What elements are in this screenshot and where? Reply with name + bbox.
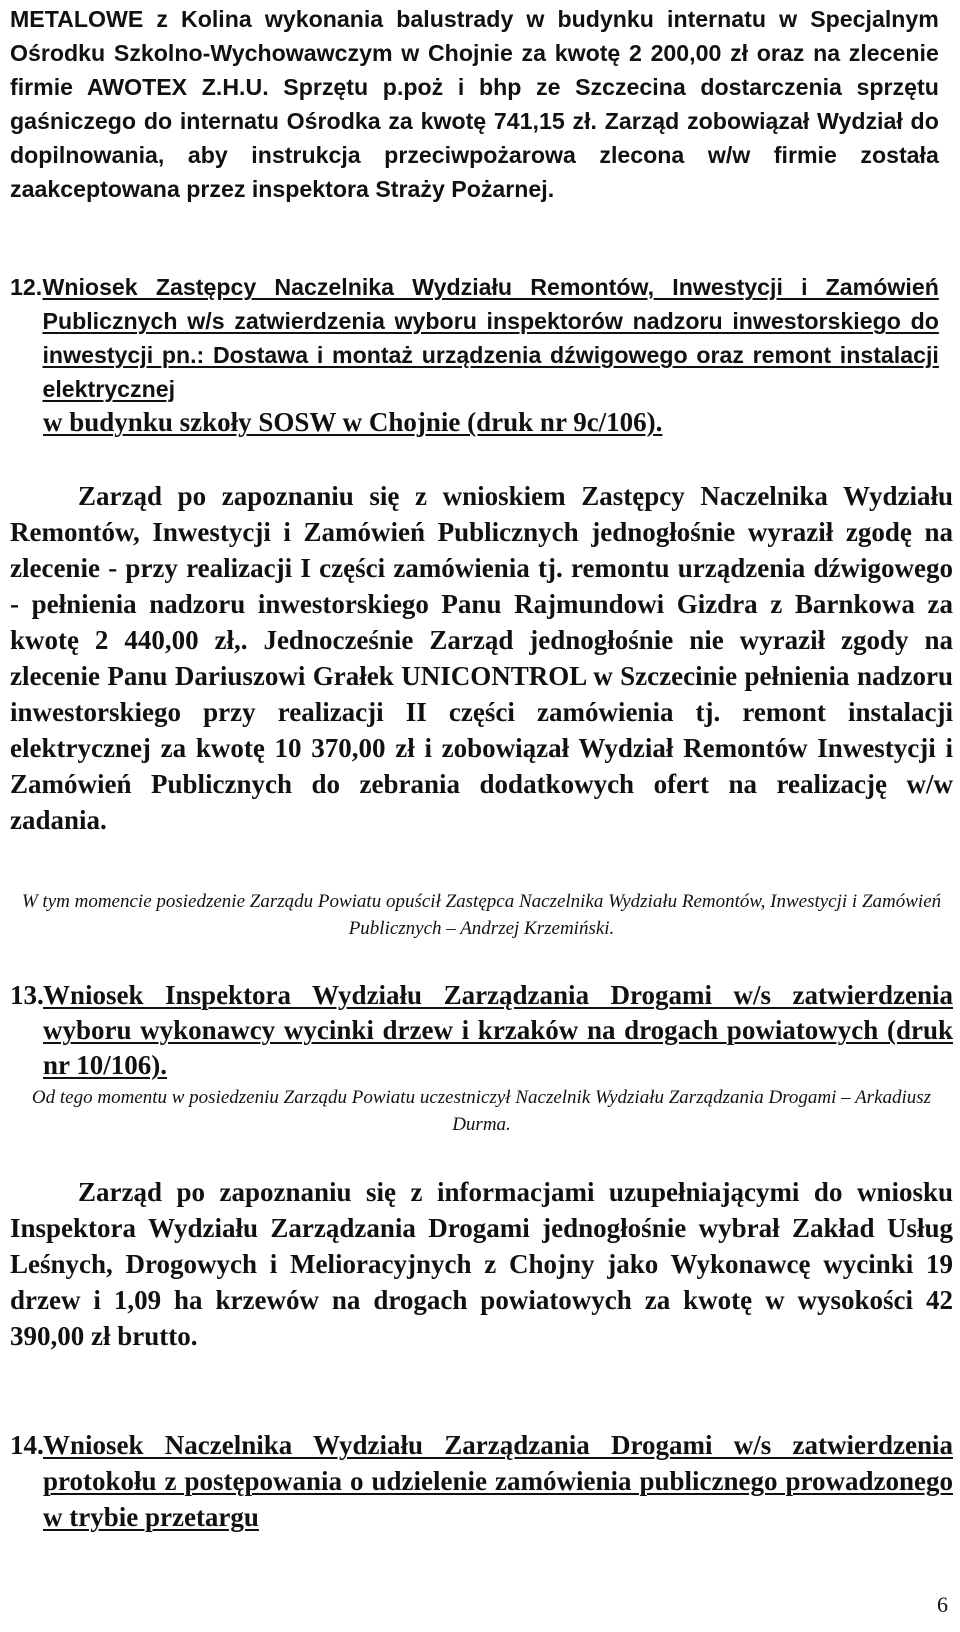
agenda-item-13-title-text: Wniosek Inspektora Wydziału Zarządzania Drogami w/s zatwierdzenia wyboru wykonawcy wycinki drzew i krzaków na drogach powiatowych (druk nr 10/106). bbox=[43, 980, 953, 1080]
page-number: 6 bbox=[937, 1592, 948, 1617]
continuation-paragraph: METALOWE z Kolina wykonania balustrady w budynku internatu w Specjalnym Ośrodku Szkolno-Wychowawczym w Chojnie za kwotę 2 200,00 zł oraz na zlecenie firmie AWOTEX Z.H.U. Sprzętu p.poż i bhp ze Szczecina dostarczenia sprzętu gaśniczego do internatu Ośrodka za kwotę 741,15 zł. Zarząd zobowiązał Wydział do dopilnowania, aby instrukcja przeciwpożarowa zlecona w/w firmie została zaakceptowana przez inspektora Straży Pożarnej. bbox=[10, 6, 939, 202]
agenda-item-13-number: 13. bbox=[10, 980, 44, 1010]
agenda-item-14-title bbox=[10, 1427, 953, 1535]
agenda-item-12-title-text: Wniosek Zastępcy Naczelnika Wydziału Remontów, Inwestycji i Zamówień Publicznych w/s zatwierdzenia wyboru inspektorów nadzoru inwestorskiego do inwestycji pn.: Dostawa i montaż urządzenia dźwigowego oraz remont instalacji elektrycznej bbox=[42, 274, 939, 402]
resolution-12-paragraph: Zarząd po zapoznaniu się z wnioskiem Zastępcy Naczelnika Wydziału Remontów, Inwestycji i Zamówień Publicznych jednogłośnie wyraził zgodę na zlecenie - przy realizacji I części zamówienia tj. remontu urządzenia dźwigowego - pełnienia nadzoru inwestorskiego Panu Rajmundowi Gizdra z Barnkowa za kwotę 2 440,00 zł,. Jednocześnie Zarząd jednogłośnie nie wyraził zgody na zlecenie Panu Dariuszowi Grałek UNICONTROL w Szczecinie pełnienia nadzoru inwestorskiego przy realizacji II części zamówienia tj. remont instalacji elektrycznej za kwotę 10 370,00 zł i zobowiązał Wydział Remontów Inwestycji i Zamówień Publicznych do zebrania dodatkowych ofert na realizację w/w zadania. bbox=[10, 481, 953, 835]
agenda-item-14 bbox=[10, 1427, 953, 1535]
agenda-item-12-number: 12. bbox=[10, 274, 43, 300]
agenda-item-13-title bbox=[10, 978, 953, 1083]
agenda-item-14-title-text: Wniosek Naczelnika Wydziału Zarządzania Drogami w/s zatwierdzenia protokołu z postępowania o udzielenie zamówienia publicznego prowadzonego w trybie przetargu bbox=[43, 1430, 953, 1532]
agenda-item-13 bbox=[10, 978, 953, 1083]
agenda-item-12 bbox=[10, 270, 953, 439]
agenda-item-12-title bbox=[10, 270, 939, 406]
resolution-13-paragraph: Zarząd po zapoznaniu się z informacjami uzupełniającymi do wniosku Inspektora Wydziału Zarządzania Drogami jednogłośnie wybrał Zakład Usług Leśnych, Drogowych i Melioracyjnych z Chojny jako Wykonawcę wycinki 19 drzew i 1,09 ha krzewów na drogach powiatowych za kwotę w wysokości 42 390,00 zł brutto. bbox=[10, 1177, 953, 1351]
note-departure: W tym momencie posiedzenie Zarządu Powiatu opuścił Zastępca Naczelnika Wydziału Remontów, Inwestycji i Zamówień Publicznych – Andrzej Krzemiński. bbox=[21, 891, 942, 939]
agenda-item-12-title-continued: w budynku szkoły SOSW w Chojnie (druk nr 9c/106). bbox=[43, 407, 663, 437]
note-attendance: Od tego momentu w posiedzeniu Zarządu Powiatu uczestniczył Naczelnik Wydziału Zarządzania Drogami – Arkadiusz Durma. bbox=[31, 1087, 932, 1135]
agenda-item-14-number: 14. bbox=[10, 1430, 44, 1460]
